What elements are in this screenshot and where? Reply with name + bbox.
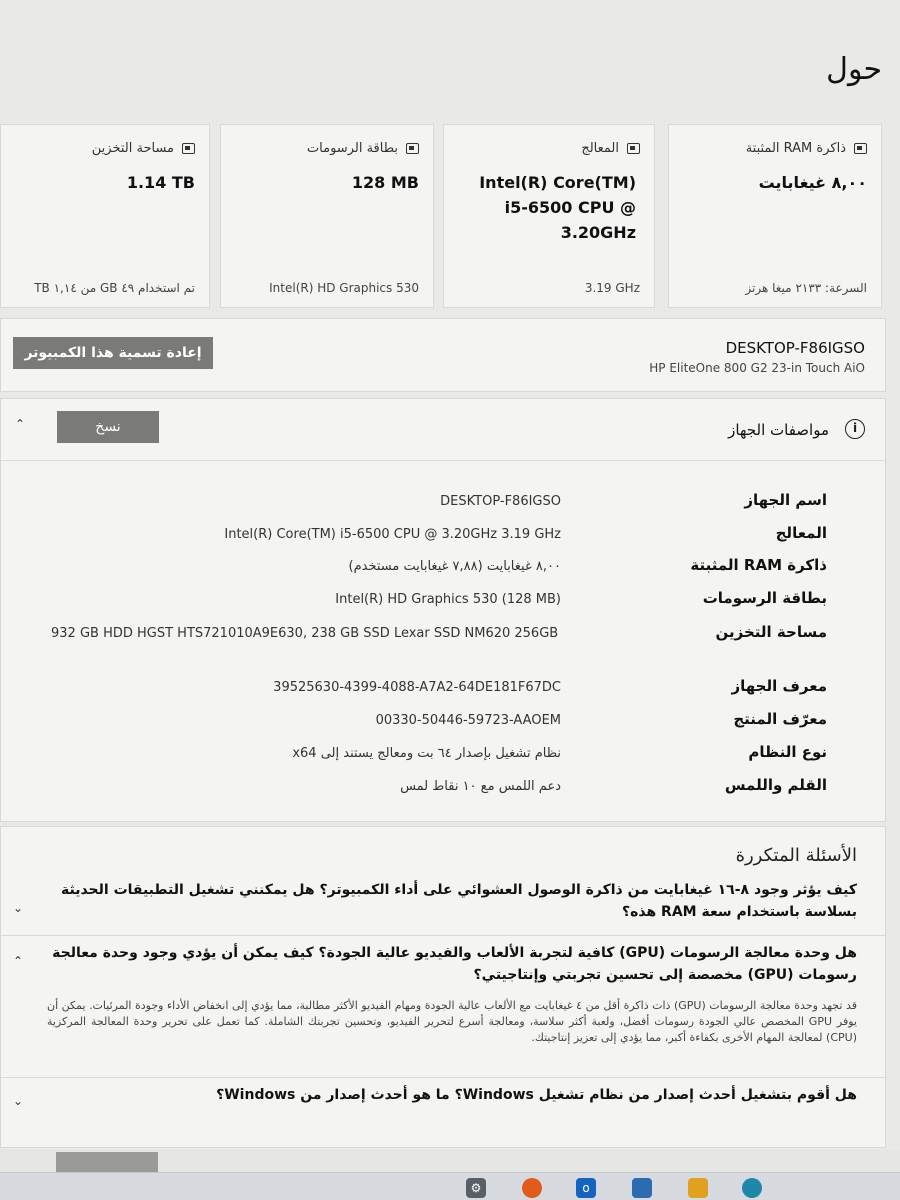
- card-label: المعالج: [581, 141, 619, 156]
- firefox-icon[interactable]: [522, 1178, 542, 1198]
- card-ram: [668, 124, 882, 308]
- spec-value: نظام تشغيل بإصدار ٦٤ بت ومعالج يستند إلى x64: [292, 746, 561, 761]
- card-processor: [443, 124, 655, 308]
- page-title: حول: [826, 52, 882, 87]
- faq-question: كيف يؤثر وجود ٨-١٦ غيغابايت من ذاكرة الوصول العشوائي على أداء الكمبيوتر؟ هل يمكنني تشغيل التطبيقات الحديثة بسلاسة باستخدام سعة RAM هذه؟: [61, 882, 857, 920]
- card-sub: Intel(R) HD Graphics 530: [269, 281, 419, 295]
- copy-button[interactable]: نسخ: [57, 411, 159, 443]
- spec-value: ٨,٠٠ غيغابايت (٧,٨٨ غيغابايت مستخدم): [348, 559, 561, 574]
- card-value: ٨,٠٠ غيغابايت: [758, 173, 867, 192]
- partial-button[interactable]: [56, 1152, 158, 1174]
- device-name: DESKTOP-F86IGSO: [725, 339, 865, 357]
- chevron-down-icon[interactable]: ⌄: [13, 1094, 24, 1108]
- spec-value: 932 GB HDD HGST HTS721010A9E630, 238 GB SSD Lexar SSD NM620 256GB: [51, 626, 559, 641]
- card-value: 1.14 TB: [126, 173, 195, 192]
- card-value: 128 MB: [351, 173, 419, 192]
- spec-label: مساحة التخزين: [715, 623, 827, 641]
- section-title: مواصفات الجهاز: [728, 421, 829, 439]
- spec-value: Intel(R) HD Graphics 530 (128 MB): [335, 592, 561, 607]
- spec-label: القلم واللمس: [724, 776, 827, 794]
- taskbar: [0, 1172, 900, 1200]
- processor-icon: [627, 143, 640, 154]
- bottom-strip: [0, 1150, 900, 1172]
- card-storage: [0, 124, 210, 308]
- card-label: بطاقة الرسومات: [306, 141, 398, 156]
- edge-icon[interactable]: [742, 1178, 762, 1198]
- card-value: Intel(R) Core(TM) i5-6500 CPU @ 3.20GHz: [479, 173, 636, 242]
- spec-value: 00330-50446-59723-AAOEM: [375, 713, 561, 728]
- faq-title: الأسئلة المتكررة: [735, 845, 857, 866]
- faq-item[interactable]: [1, 875, 885, 935]
- chevron-down-icon[interactable]: ⌄: [13, 901, 24, 915]
- store-icon[interactable]: [632, 1178, 652, 1198]
- file-explorer-icon[interactable]: [688, 1178, 708, 1198]
- spec-value: Intel(R) Core(TM) i5-6500 CPU @ 3.20GHz 3.19 GHz: [224, 527, 561, 542]
- faq-answer: قد تجهد وحدة معالجة الرسومات (GPU) ذات ذاكرة أقل من ٤ غيغابايت مع الألعاب عالية الجودة ومهام الفيديو الأكثر مطالبة، مما يؤدي إلى انخفاض الأداء وجودة المرئيات. يمكن أن يوفر GPU المخصص عالي الجودة رسومات أفضل، ولعبة أكثر سلاسة، ومعالجة أسرع لتحرير الفيديو، وتحسين تجربتك الشاملة. كما تعمل على تحرير وحدة المعالجة المركزية (CPU) لمعالجة المهام الأخرى بكفاءة أكبر، مما يؤدي إلى تعزيز إنتاجيتك.: [47, 999, 857, 1044]
- storage-icon: [182, 143, 195, 154]
- spec-value: DESKTOP-F86IGSO: [440, 494, 561, 509]
- info-icon: i: [845, 419, 865, 439]
- spec-label: المعالج: [775, 524, 827, 542]
- spec-label: بطاقة الرسومات: [702, 589, 827, 607]
- card-sub: السرعة: ٢١٣٣ ميغا هرتز: [745, 281, 867, 295]
- spec-label: اسم الجهاز: [744, 491, 827, 509]
- chevron-up-icon[interactable]: ⌃: [15, 417, 26, 431]
- faq-question: هل أقوم بتشغيل أحدث إصدار من نظام تشغيل Windows؟ ما هو أحدث إصدار من Windows؟: [216, 1087, 857, 1103]
- settings-icon[interactable]: ⚙: [466, 1178, 486, 1198]
- device-name-row: [0, 318, 886, 392]
- rename-pc-button[interactable]: إعادة تسمية هذا الكمبيوتر: [13, 337, 213, 369]
- faq-section: [0, 826, 886, 1148]
- spec-cards: [0, 124, 900, 310]
- device-specifications: [0, 398, 886, 822]
- device-specifications-header[interactable]: [1, 399, 885, 461]
- card-label: مساحة التخزين: [91, 141, 174, 156]
- graphics-card-icon: [406, 143, 419, 154]
- spec-label: معرف الجهاز: [731, 677, 827, 695]
- device-model: HP EliteOne 800 G2 23-in Touch AiO: [649, 361, 865, 375]
- card-label: ذاكرة RAM المثبتة: [745, 141, 846, 156]
- spec-label: معرّف المنتج: [733, 710, 827, 728]
- spec-value: 39525630-4399-4088-A7A2-64DE181F67DC: [273, 680, 561, 695]
- faq-item[interactable]: [1, 1077, 885, 1147]
- card-sub: 3.19 GHz: [584, 281, 640, 295]
- outlook-icon[interactable]: o: [576, 1178, 596, 1198]
- spec-label: نوع النظام: [748, 743, 827, 761]
- memory-icon: [854, 143, 867, 154]
- card-sub: تم استخدام ٤٩ GB من ١,١٤ TB: [34, 281, 195, 295]
- card-graphics: [220, 124, 434, 308]
- spec-value: دعم اللمس مع ١٠ نقاط لمس: [400, 779, 561, 794]
- chevron-up-icon[interactable]: ⌃: [13, 954, 24, 968]
- faq-item-expanded[interactable]: [1, 935, 885, 1077]
- faq-question: هل وحدة معالجة الرسومات (GPU) كافية لتجربة الألعاب والفيديو عالية الجودة؟ كيف يمكن أن يؤدي وجود وحدة معالجة رسومات (GPU) مخصصة إلى تحسين تجربتي وإنتاجيتي؟: [52, 945, 857, 983]
- spec-label: ذاكرة RAM المثبتة: [690, 556, 827, 574]
